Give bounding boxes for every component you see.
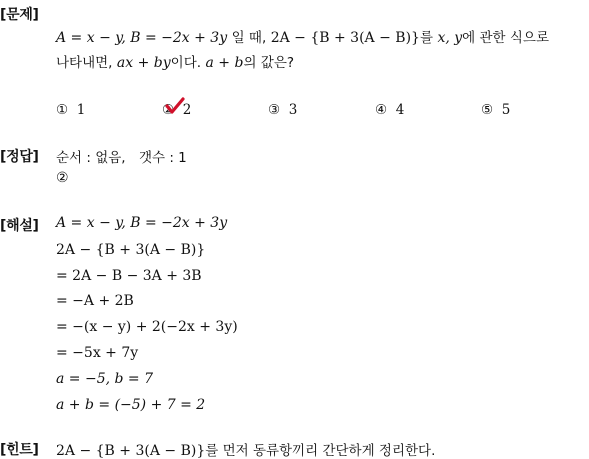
hint-text: 를 먼저 동류항끼리 간단하게 정리한다.	[205, 443, 436, 459]
explanation-line-2: 2A − {B + 3(A − B)}	[56, 242, 206, 258]
explanation-line-3: = 2A − B − 3A + 3B	[56, 268, 202, 284]
choice-4-value: 4	[395, 102, 405, 118]
problem-text-5: 이다.	[170, 55, 202, 71]
choice-5-mark: ⑤	[481, 102, 494, 118]
problem-math-5: a + b	[205, 55, 244, 71]
problem-math-2: 2A − {B + 3(A − B)}	[270, 30, 420, 46]
choice-5-value: 5	[501, 102, 511, 118]
choice-1[interactable]	[56, 102, 85, 118]
answer-order: 순서 : 없음,	[56, 150, 126, 166]
problem-math-3: x, y	[437, 30, 463, 46]
problem-text-1: 일 때,	[231, 30, 267, 46]
explanation-label: [해설]	[0, 218, 39, 234]
explanation-line-8: a + b = (−5) + 7 = 2	[56, 397, 206, 413]
choice-3-value: 3	[288, 102, 298, 118]
explanation-line-4: = −A + 2B	[56, 293, 134, 309]
choice-4-mark: ④	[375, 102, 388, 118]
hint-label: [힌트]	[0, 442, 39, 458]
problem-math-4: ax + by	[116, 55, 171, 71]
problem-line-2	[56, 51, 294, 71]
choice-1-value: 1	[76, 102, 86, 118]
answer-label: [정답]	[0, 149, 39, 165]
answer-count: 갯수 : 1	[138, 150, 187, 166]
choice-3[interactable]	[268, 102, 297, 118]
explanation-line-6: = −5x + 7y	[56, 345, 139, 361]
choice-3-mark: ③	[268, 102, 281, 118]
hint-math: 2A − {B + 3(A − B)}	[56, 443, 206, 459]
explanation-line-7: a = −5, b = 7	[56, 371, 154, 387]
problem-line-1	[56, 26, 549, 46]
checkmark-icon	[165, 96, 185, 116]
choice-1-mark: ①	[56, 102, 69, 118]
choice-2-value: 2	[182, 102, 192, 118]
problem-label: [문제]	[0, 7, 39, 23]
explanation-line-1: A = x − y, B = −2x + 3y	[56, 215, 228, 231]
choice-5[interactable]	[481, 102, 510, 118]
problem-text-2: 를	[419, 30, 433, 46]
problem-math-1: A = x − y, B = −2x + 3y	[56, 30, 228, 46]
explanation-line-5: = −(x − y) + 2(−2x + 3y)	[56, 319, 238, 335]
problem-text-3: 에 관한 식으로	[462, 30, 550, 46]
choice-2-mark: ②	[162, 102, 175, 118]
problem-text-6: 의 값은?	[243, 55, 295, 71]
answer-line	[56, 146, 187, 166]
hint-line	[56, 439, 435, 459]
choice-4[interactable]	[375, 102, 404, 118]
answer-mark: ②	[56, 170, 69, 186]
problem-text-4: 나타내면,	[56, 55, 113, 71]
